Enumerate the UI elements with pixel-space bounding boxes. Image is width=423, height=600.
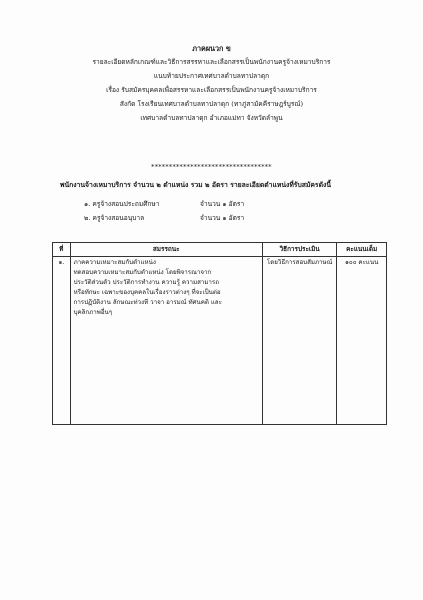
- table-header-row: [53, 243, 387, 257]
- competency-line: การปฏิบัติงาน ลักษณะท่วงที วาจา อารมณ์ ทัศนคติ และ: [73, 299, 222, 306]
- header-score: คะแนนเต็ม: [337, 243, 387, 257]
- row-number: ๑.: [53, 257, 71, 425]
- score-cell: ๑๐๐ คะแนน: [337, 257, 387, 425]
- annex-title: ภาคผนวก ข: [192, 44, 231, 53]
- competency-line: ภาคความเหมาะสมกับตำแหน่ง: [73, 259, 156, 266]
- header-line-3: เรื่อง รับสมัครบุคคลเพื่อสรรหาและเลือกสรรเป็นพนักงานครูจ้างเหมาบริการ: [106, 86, 317, 94]
- header-method: วิธีการประเมิน: [262, 243, 336, 257]
- position-2-name: ๒. ครูจ้างสอนอนุบาล: [84, 214, 145, 222]
- separator-line: **********************************: [151, 163, 272, 171]
- header-line-4: สังกัด โรงเรียนเทศบาลตำบลทาปลาดุก (ทาภู่สามัคคีราษฎร์บูรณ์): [119, 100, 304, 108]
- table-row: [53, 257, 387, 425]
- method-cell: โดยวิธีการสอบสัมภาษณ์: [262, 257, 336, 425]
- header-no: ที่: [53, 243, 71, 257]
- competency-cell: [70, 257, 262, 425]
- competency-line: ทดสอบความเหมาะสมกับตำแหน่ง โดยพิจารณาจาก: [73, 269, 212, 276]
- header-line-2: แนบท้ายประกาศเทศบาลตำบลทาปลาดุก: [153, 72, 270, 80]
- assessment-table: [52, 242, 387, 425]
- position-1-name: ๑. ครูจ้างสอนประถมศึกษา: [84, 200, 160, 208]
- header-line-1: รายละเอียดหลักเกณฑ์และวิธีการสรรหาและเลือกสรรเป็นพนักงานครูจ้างเหมาบริการ: [92, 58, 331, 66]
- header-competency: สมรรถนะ: [70, 243, 262, 257]
- position-2-count: จำนวน ๑ อัตรา: [200, 214, 245, 222]
- competency-line: ประวัติส่วนตัว ประวัติการทำงาน ความรู้ ความสามารถ: [73, 279, 219, 286]
- position-1-count: จำนวน ๑ อัตรา: [200, 200, 245, 208]
- competency-line: หรือทักษะ เฉพาะของบุคคลในเรื่องราวต่างๆ ที่จะเป็นต่อ: [73, 289, 221, 296]
- competency-line: บุคลิกภาพอื่นๆ: [73, 309, 113, 316]
- header-line-5: เทศบาลตำบลทาปลาดุก อำเภอแม่ทา จังหวัดลำพูน: [140, 114, 283, 122]
- positions-summary: พนักงานจ้างเหมาบริการ จำนวน ๒ ตำแหน่ง รวม ๒ อัตรา รายละเอียดตำแหน่งที่รับสมัครดังนี้: [60, 181, 331, 189]
